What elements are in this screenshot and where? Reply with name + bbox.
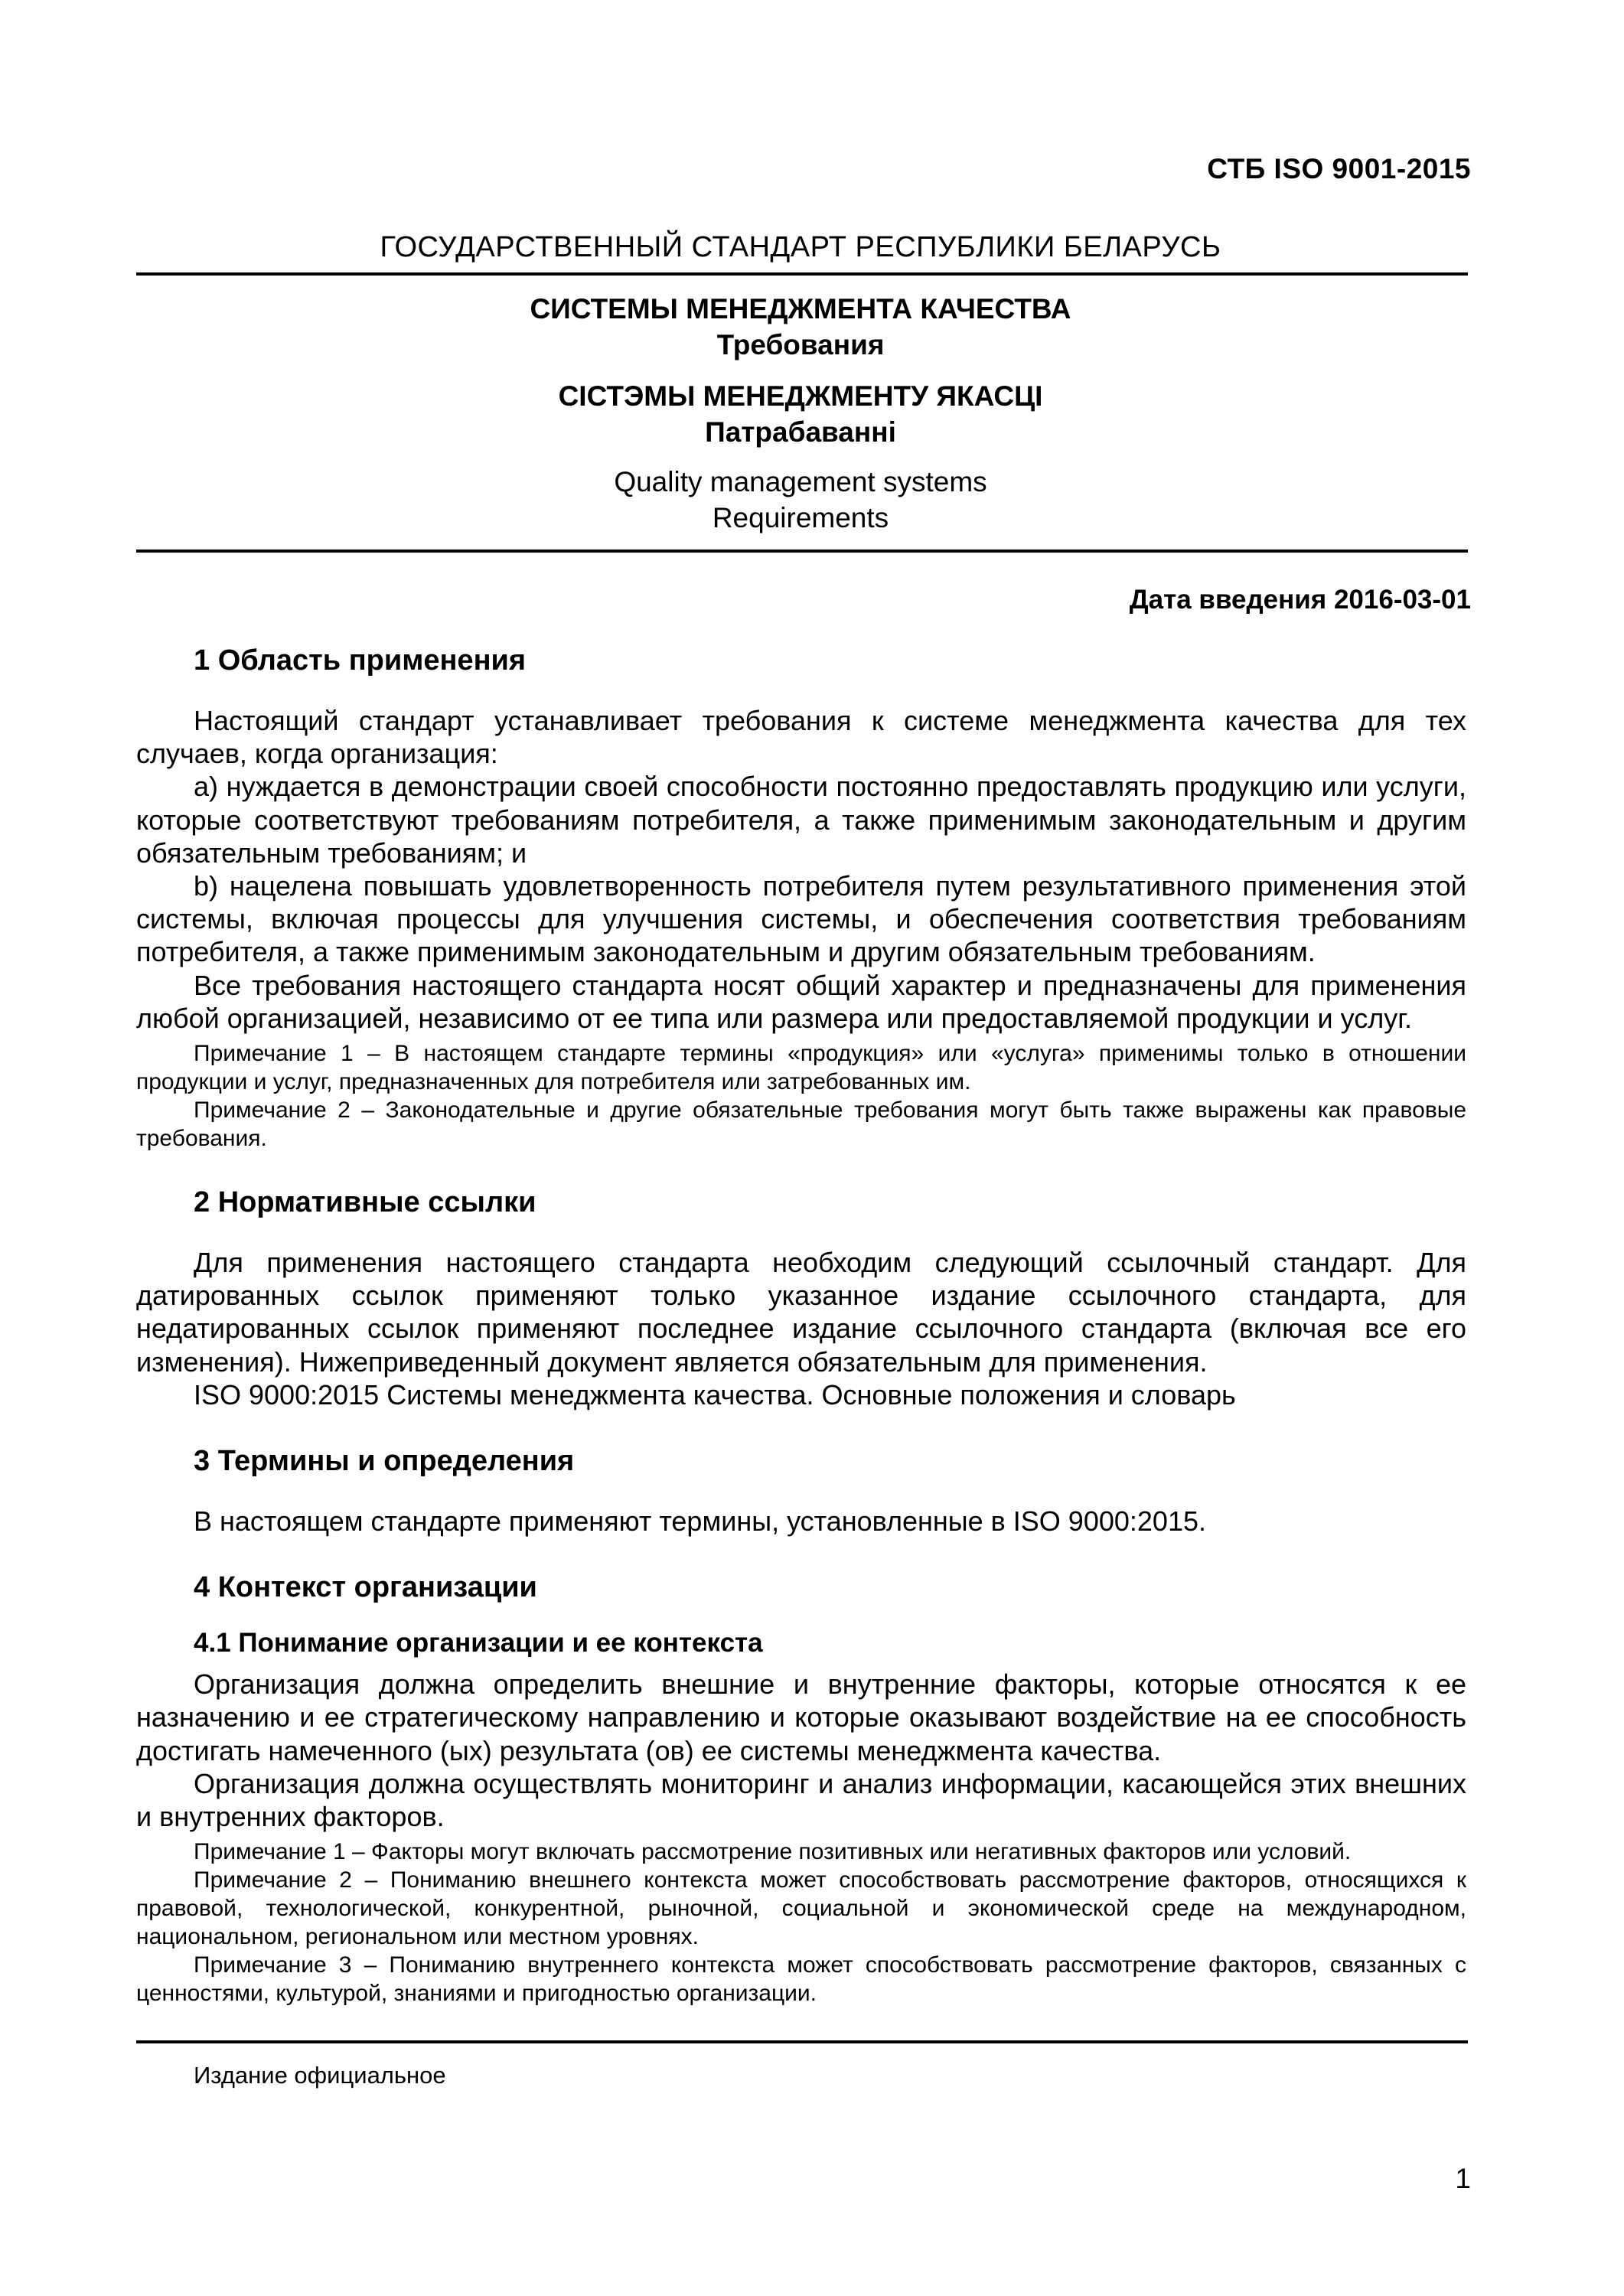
introduction-date: Дата введения 2016-03-01 [1129,585,1471,615]
section-4-note-1: Примечание 1 – Факторы могут включать рассмотрение позитивных или негативных факторов или условий. [194,1839,1352,1865]
document-body [136,641,1466,2007]
section-1-item-a: a) нуждается в демонстрации своей способности постоянно предоставлять продукцию или услуги, которые соответствуют требованиям потребителя, а также применимым законодательным и другим обязательным требованиям; и [136,771,1466,869]
subsection-4-1-heading: 4.1 Понимание организации и ее контекста [194,1628,763,1658]
section-3-paragraph: В настоящем стандарте применяют термины, установленные в ISO 9000:2015. [194,1505,1206,1538]
section-4-heading: 4 Контекст организации [194,1571,537,1604]
en-title: Quality management systems [614,466,987,497]
document-designation: СТБ ISO 9001-2015 [1207,153,1471,184]
section-1-note-1: Примечание 1 – В настоящем стандарте термины «продукция» или «услуга» применимы только в отношении продукции и услуг, предназначенных для потребителя или затребованных им. [136,1041,1466,1095]
section-1-item-b: b) нацелена повышать удовлетворенность потребителя путем результативного применения этой системы, включая процессы для улучшения системы, и обеспечения соответствия требованиям потребителя, а также применимым законодательным и другим обязательным требованиям. [136,870,1466,968]
ru-title-block [135,291,1466,363]
title-top-divider [136,272,1468,276]
section-2-heading: 2 Нормативные ссылки [194,1186,536,1219]
en-title-block [135,464,1466,536]
section-3-heading: 3 Термины и определения [194,1445,575,1478]
section-1-paragraph: Все требования настоящего стандарта носят общий характер и предназначены для применения любой организацией, независимо от ее типа или размера или предоставляемой продукции и услуг. [136,969,1466,1034]
be-title: СІСТЭМЫ МЕНЕДЖМЕНТУ ЯКАСЦІ [558,380,1043,412]
section-4-note-3: Примечание 3 – Пониманию внутреннего контекста может способствовать рассмотрение факторов, связанных с ценностями, культурой, знаниями и пригодностью организации. [136,1952,1466,2007]
section-4-note-2: Примечание 2 – Пониманию внешнего контекста может способствовать рассмотрение факторов, относящихся к правовой, технологической, конкурентной, рыночной, социальной и экономической среде на международном, национальном, региональном или местном уровнях. [136,1867,1466,1950]
section-1-paragraph: Настоящий стандарт устанавливает требования к системе менеджмента качества для тех случаев, когда организация: [136,705,1466,770]
section-2-paragraph: Для применения настоящего стандарта необходим следующий ссылочный стандарт. Для датированных ссылок применяют только указанное издание ссылочного стандарта, для недатированных ссылок применяют последнее издание ссылочного стандарта (включая все его изменения). Нижеприведенный документ является обязательным для применения. [136,1247,1466,1378]
section-1-note-2: Примечание 2 – Законодательные и другие обязательные требования могут быть также выражены как правовые требования. [136,1097,1466,1152]
en-subtitle: Requirements [712,502,889,533]
title-bottom-divider [136,550,1468,553]
ru-title: СИСТЕМЫ МЕНЕДЖМЕНТА КАЧЕСТВА [530,293,1071,325]
be-title-block [135,378,1466,450]
section-1-heading: 1 Область применения [194,644,527,677]
footer-divider [136,2040,1468,2043]
state-standard-title: ГОСУДАРСТВЕННЫЙ СТАНДАРТ РЕСПУБЛИКИ БЕЛАРУСЬ [380,231,1221,263]
edition-label: Издание официальное [194,2062,446,2089]
section-2-reference: ISO 9000:2015 Системы менеджмента качества. Основные положения и словарь [194,1378,1236,1411]
section-4-paragraph: Организация должна осуществлять мониторинг и анализ информации, касающейся этих внешних и внутренних факторов. [136,1767,1466,1833]
page-number: 1 [1455,2163,1471,2194]
be-subtitle: Патрабаванні [705,416,896,448]
section-4-paragraph: Организация должна определить внешние и внутренние факторы, которые относятся к ее назначению и ее стратегическому направлению и которые оказывают воздействие на ее способность достигать намеченного (ых) результата (ов) ее системы менеджмента качества. [136,1668,1466,1766]
ru-subtitle: Требования [716,329,885,360]
